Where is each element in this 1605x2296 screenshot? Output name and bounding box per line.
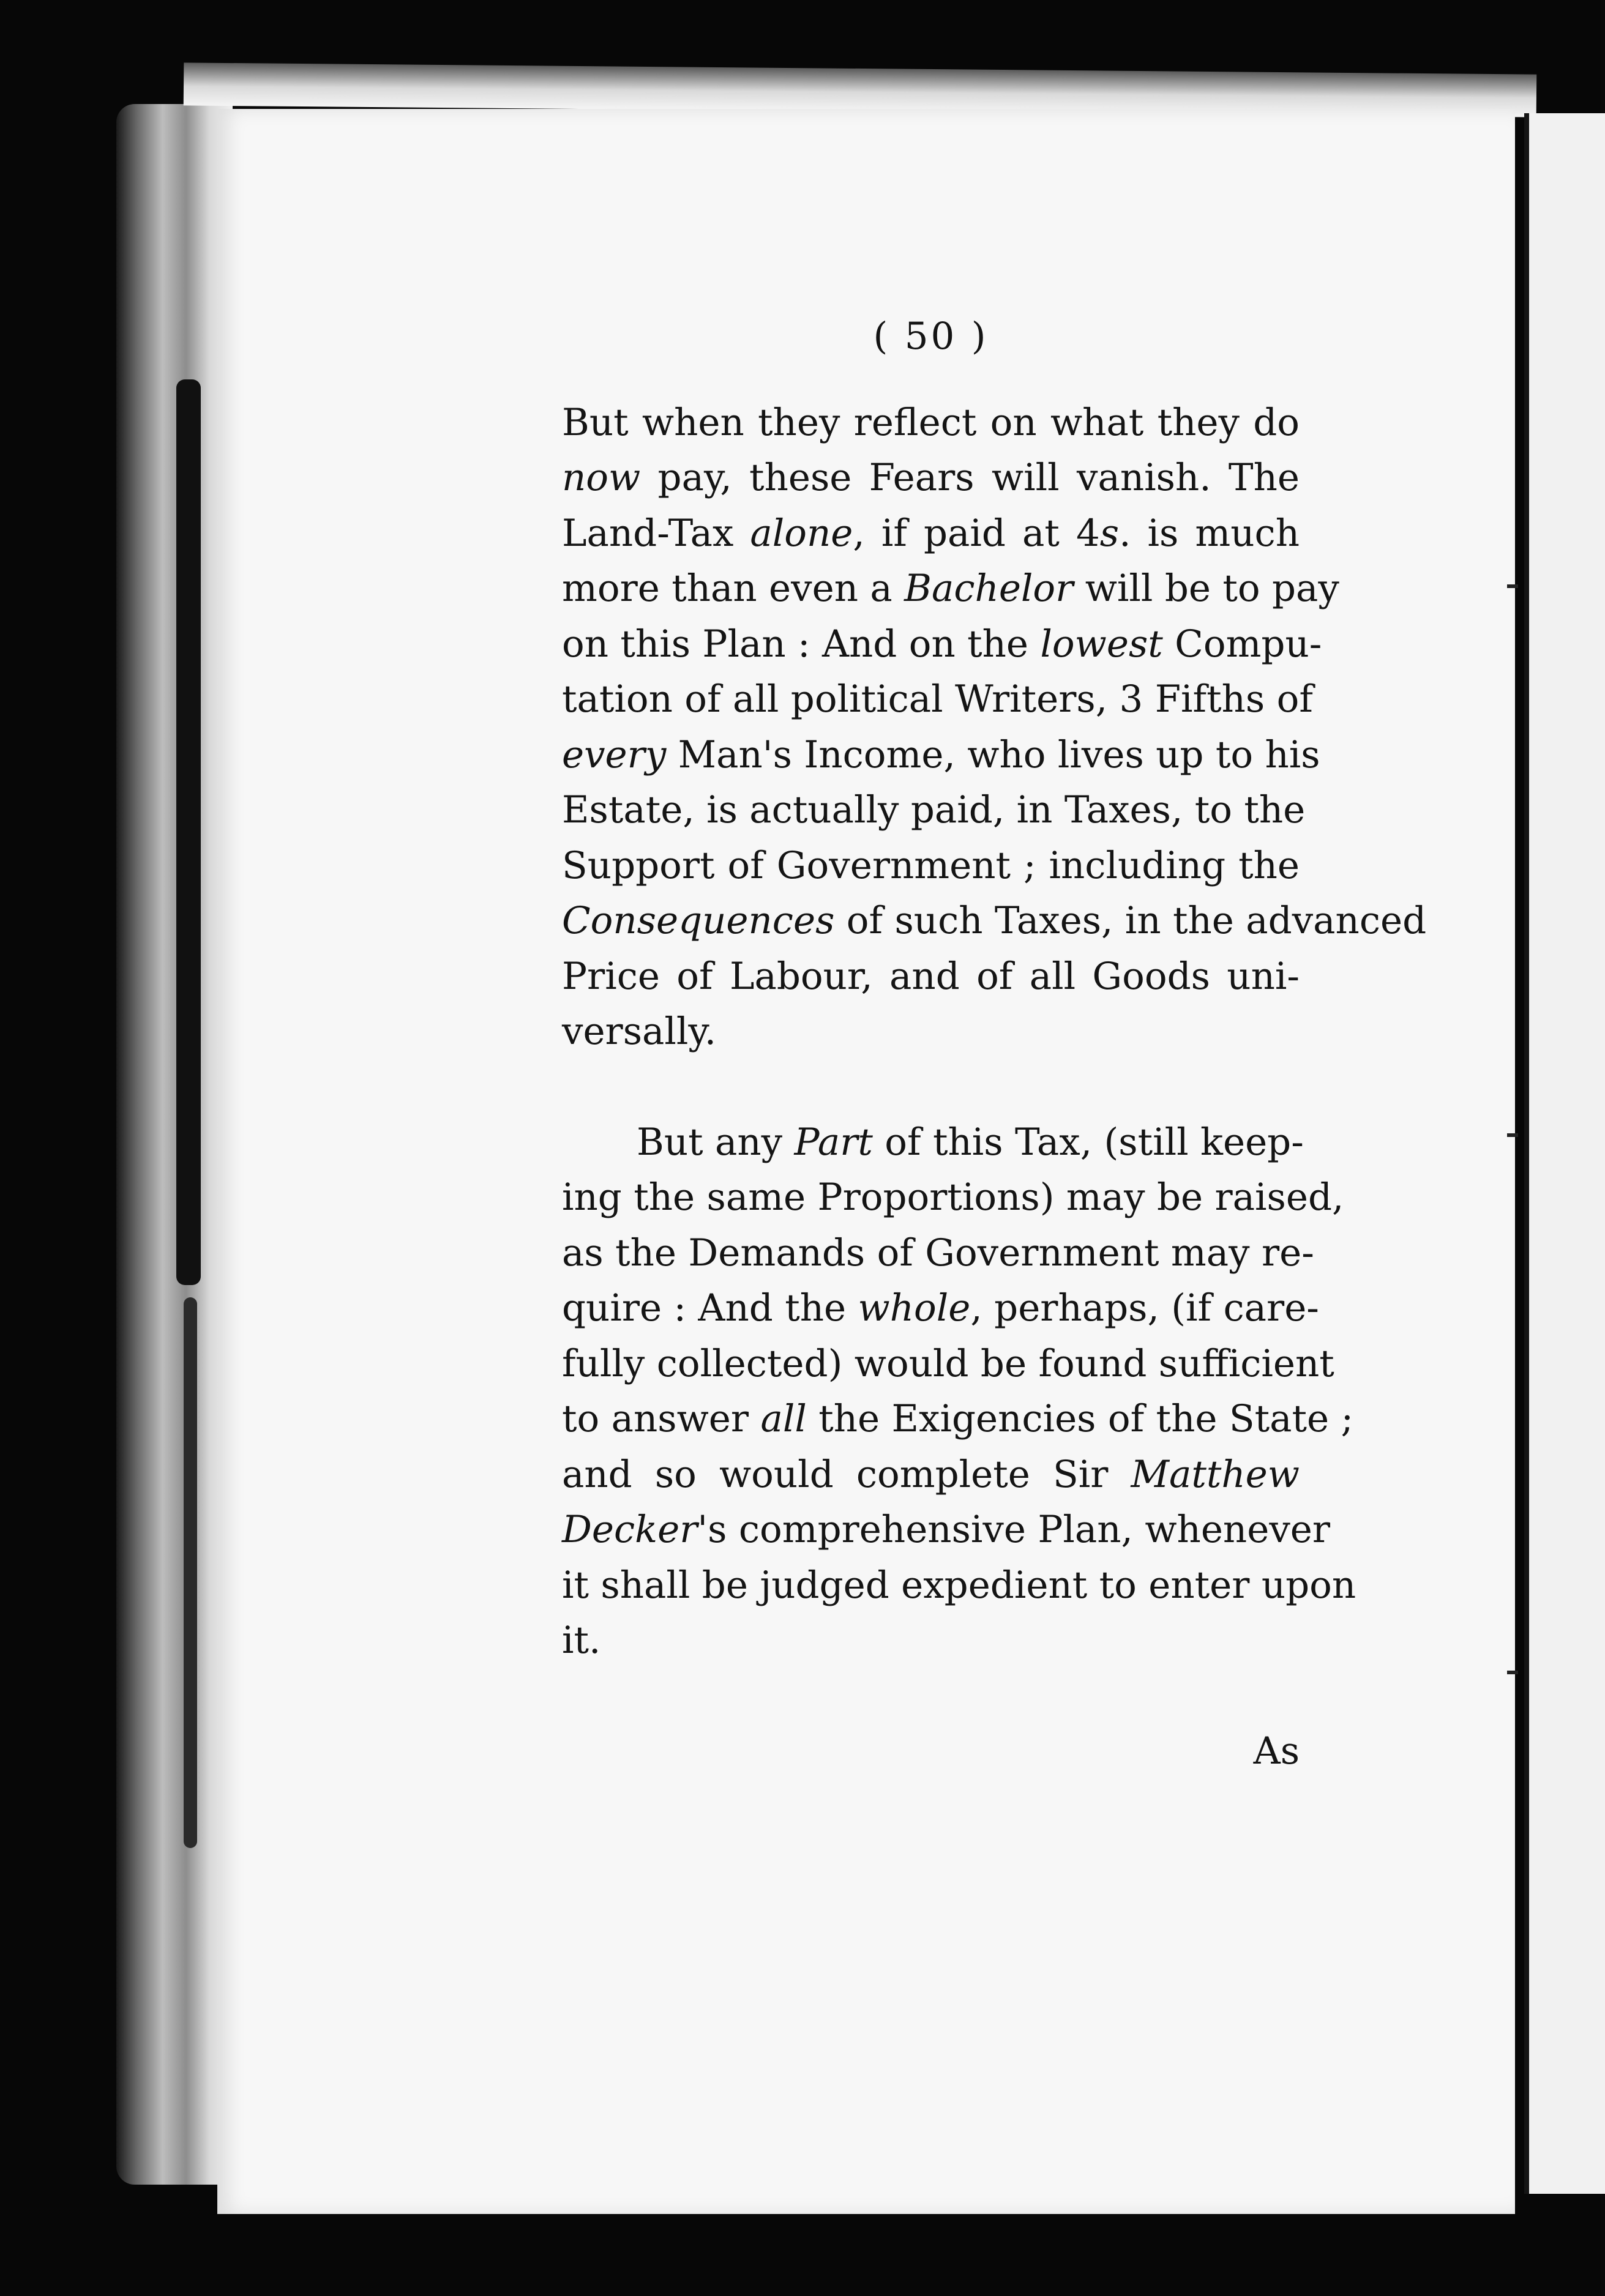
text-line	[562, 1226, 1314, 1281]
roman-text: Price of Labour, and of all Goods uni-	[562, 954, 1300, 998]
text-line	[562, 1392, 1354, 1447]
text-line	[562, 1170, 1344, 1226]
italic-text: Part	[794, 1120, 873, 1164]
roman-text: Compu-	[1162, 622, 1322, 666]
roman-text: it.	[562, 1619, 601, 1662]
roman-text: tation of all political Writers, 3 Fifths of	[562, 677, 1313, 721]
italic-text: all	[760, 1397, 807, 1441]
roman-text: on this Plan : And on the	[562, 622, 1041, 666]
roman-text: fully collected) would be found sufficient	[562, 1341, 1334, 1385]
page-number: ( 50 )	[873, 315, 989, 358]
facing-page-edge	[1524, 113, 1605, 2194]
roman-text: pay, these Fears will vanish. The	[640, 456, 1300, 499]
text-line	[562, 1558, 1356, 1614]
italic-text: whole	[858, 1286, 971, 1330]
roman-text: and so would complete Sir	[562, 1452, 1131, 1496]
text-line	[562, 1447, 1300, 1503]
italic-text: Decker	[562, 1508, 698, 1551]
spine-shadow	[176, 379, 201, 1285]
roman-text: of such Taxes, in the advanced	[834, 899, 1427, 942]
italic-text: alone	[750, 511, 853, 555]
page-text	[562, 309, 1427, 1779]
text-line	[562, 728, 1320, 783]
italic-text: s	[1099, 511, 1120, 555]
text-line	[562, 783, 1306, 838]
italic-text: Matthew	[1131, 1452, 1300, 1496]
text-line	[562, 1281, 1319, 1336]
italic-text: lowest	[1040, 622, 1163, 666]
roman-text: versally.	[562, 1010, 717, 1053]
text-line	[562, 949, 1300, 1005]
roman-text: Estate, is actually paid, in Taxes, to the	[562, 788, 1306, 832]
text-line	[562, 838, 1300, 894]
roman-text: as the Demands of Government may re-	[562, 1231, 1314, 1275]
roman-text: of this Tax, (still keep-	[872, 1120, 1304, 1164]
text-line	[562, 617, 1322, 673]
roman-text: . is much	[1119, 511, 1300, 555]
text-line	[562, 450, 1300, 506]
roman-text: it shall be judged expedient to enter upon	[562, 1563, 1356, 1607]
text-line	[562, 561, 1339, 617]
italic-text: Consequences	[562, 899, 835, 942]
catchword: As	[1253, 1729, 1300, 1773]
roman-text: more than even a	[562, 567, 905, 610]
text-line	[562, 1115, 1304, 1171]
roman-text: Land-Tax	[562, 511, 750, 555]
roman-text: , if paid at 4	[853, 511, 1100, 555]
roman-text: 's comprehensive Plan, whenever	[697, 1508, 1331, 1551]
facing-page-mark	[1507, 584, 1518, 588]
italic-text: every	[562, 732, 667, 777]
roman-text: the Exigencies of the State ;	[806, 1397, 1354, 1441]
text-line	[562, 1502, 1331, 1558]
paragraph-1	[562, 395, 1427, 1060]
text-line	[562, 1613, 1300, 1669]
roman-text: Man's Income, who lives up to his	[666, 732, 1320, 777]
roman-text: , perhaps, (if care-	[970, 1286, 1319, 1330]
facing-page-mark	[1507, 1671, 1518, 1674]
spine-shadow-lower	[184, 1297, 197, 1848]
text-line	[562, 672, 1313, 728]
roman-text: ing the same Proportions) may be raised,	[562, 1176, 1344, 1219]
text-line	[562, 1336, 1334, 1392]
roman-text: quire : And the	[562, 1286, 858, 1330]
roman-text: But when they reflect on what they do	[562, 400, 1300, 444]
roman-text: to answer	[562, 1397, 761, 1441]
book-spine-edge	[116, 104, 233, 2185]
text-line	[562, 1004, 1300, 1060]
text-line	[562, 506, 1300, 562]
roman-text: But any	[562, 1120, 795, 1164]
paragraph-2	[562, 1115, 1356, 1669]
facing-page-mark	[1507, 1133, 1518, 1137]
text-line	[562, 893, 1427, 949]
roman-text: will be to pay	[1073, 567, 1339, 610]
text-line	[562, 395, 1300, 451]
italic-text: Bachelor	[904, 567, 1074, 610]
italic-text: now	[562, 456, 641, 499]
roman-text: Support of Government ; including the	[562, 843, 1300, 887]
